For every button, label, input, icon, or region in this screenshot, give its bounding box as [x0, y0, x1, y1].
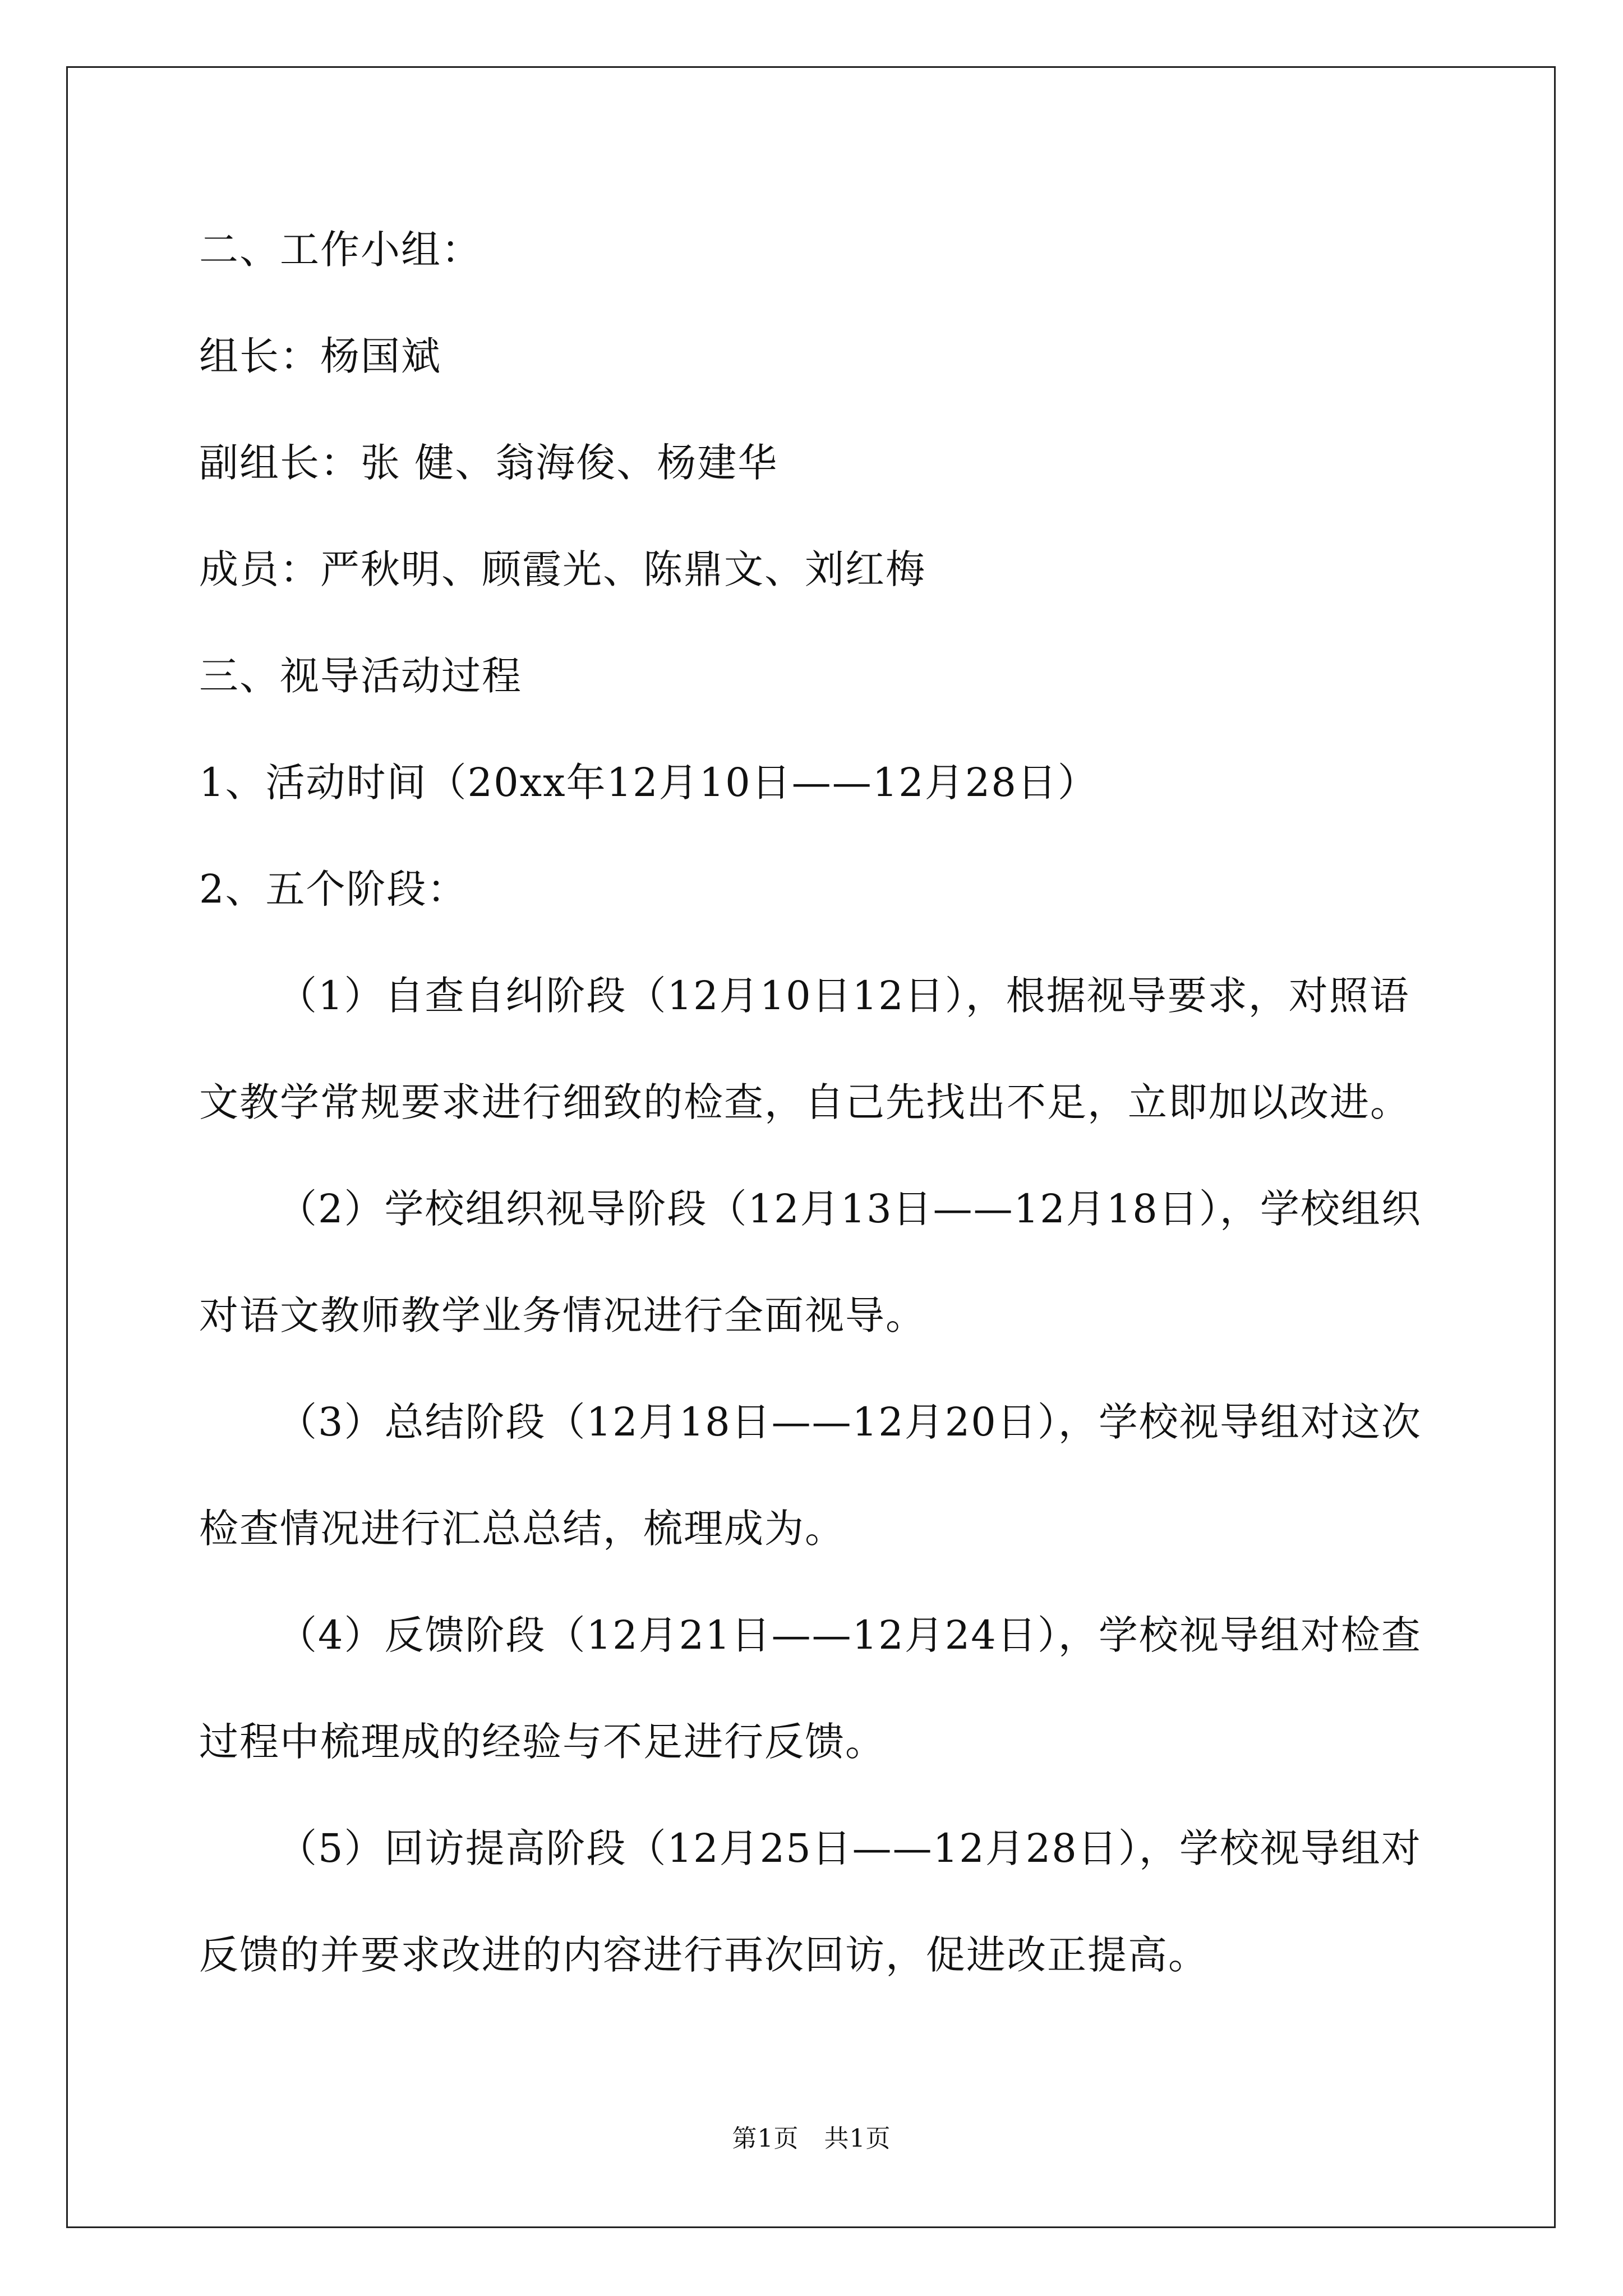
- stage-2-line-2: 对语文教师教学业务情况进行全面视导。: [199, 1292, 926, 1338]
- deputy-group-leaders: 副组长：张 健、翁海俊、杨建华: [199, 440, 778, 486]
- group-leader: 组长：杨国斌: [199, 333, 441, 379]
- stage-2-line-1: （2）学校组织视导阶段（12月13日——12月18日），学校组织: [278, 1186, 1422, 1232]
- stage-5-line-1: （5）回访提高阶段（12月25日——12月28日），学校视导组对: [278, 1825, 1422, 1871]
- five-stages-heading: 2、五个阶段：: [199, 866, 468, 912]
- stage-4-line-1: （4）反馈阶段（12月21日——12月24日），学校视导组对检查: [278, 1612, 1422, 1658]
- stage-4-line-2: 过程中梳理成的经验与不足进行反馈。: [199, 1719, 886, 1765]
- stage-3-line-1: （3）总结阶段（12月18日——12月20日），学校视导组对这次: [278, 1399, 1422, 1445]
- stage-3-line-2: 检查情况进行汇总总结，梳理成为。: [199, 1506, 845, 1552]
- page-border: [66, 66, 1556, 2228]
- activity-time: 1、活动时间（20xx年12月10日——12月28日）: [199, 760, 1098, 806]
- page-footer: 第1页 共1页: [732, 2124, 891, 2153]
- group-members: 成员：严秋明、顾霞光、陈鼎文、刘红梅: [199, 546, 926, 592]
- section-heading-work-group: 二、工作小组：: [199, 227, 482, 273]
- stage-1-line-2: 文教学常规要求进行细致的检查，自己先找出不足，立即加以改进。: [199, 1079, 1410, 1125]
- stage-1-line-1: （1）自查自纠阶段（12月10日12日），根据视导要求，对照语: [278, 973, 1410, 1019]
- section-heading-activity-process: 三、视导活动过程: [199, 653, 522, 699]
- stage-5-line-2: 反馈的并要求改进的内容进行再次回访，促进改正提高。: [199, 1932, 1209, 1978]
